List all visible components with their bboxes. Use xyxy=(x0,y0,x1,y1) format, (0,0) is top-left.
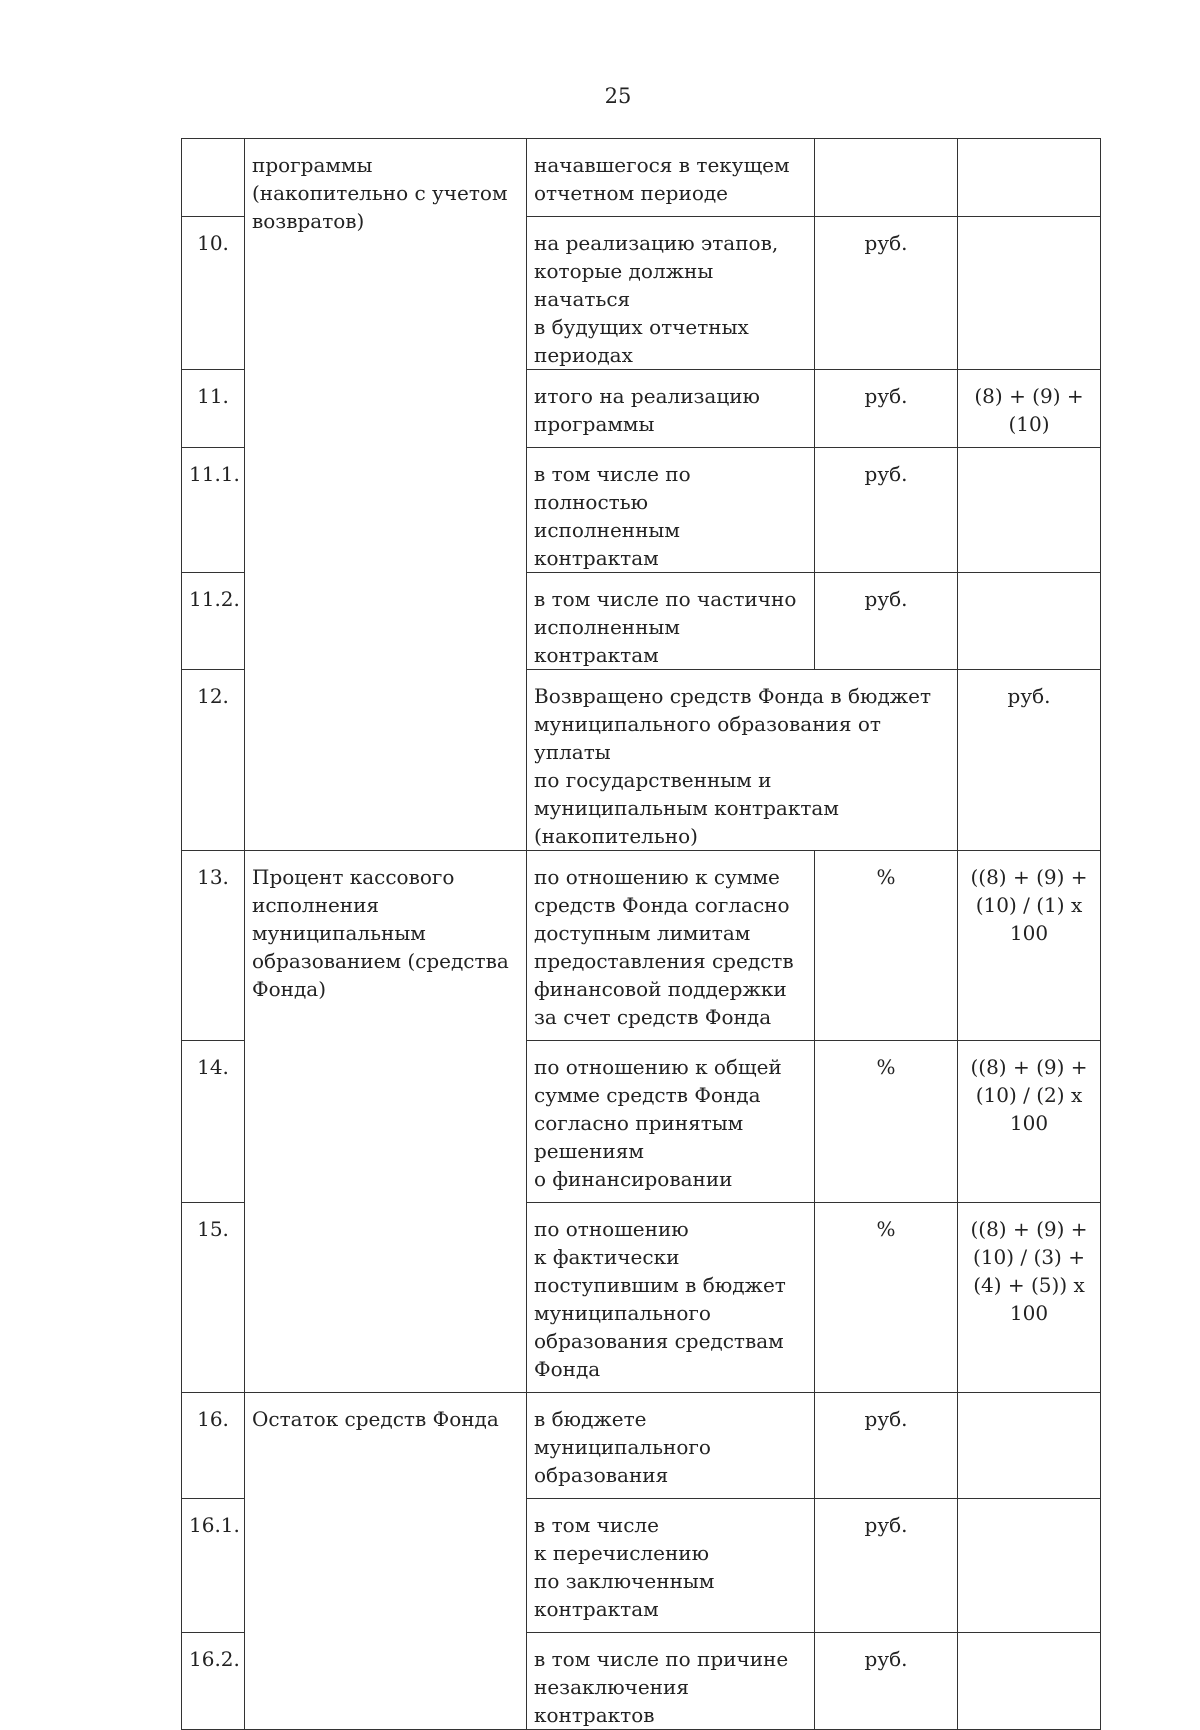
row-formula xyxy=(958,573,1101,670)
row-formula xyxy=(958,1633,1101,1730)
row-description: по отношению к фактически поступившим в бюджет муниципального образования средствам Фонда xyxy=(527,1203,815,1393)
row-number: 16.1. xyxy=(182,1499,245,1633)
row-formula xyxy=(958,139,1101,217)
row-number: 11.2. xyxy=(182,573,245,670)
row-unit: % xyxy=(815,1041,958,1203)
row-number: 11.1. xyxy=(182,448,245,573)
row-unit: руб. xyxy=(958,670,1101,851)
row-unit: руб. xyxy=(815,370,958,448)
row-unit xyxy=(815,139,958,217)
row-formula: ((8) + (9) + (10) / (2) x 100 xyxy=(958,1041,1101,1203)
row-unit: руб. xyxy=(815,1393,958,1499)
group-label-program: программы (накопительно с учетом возвратов) xyxy=(245,139,527,851)
row-unit: % xyxy=(815,851,958,1041)
row-formula xyxy=(958,1499,1101,1633)
row-formula: ((8) + (9) + (10) / (3) + (4) + (5)) x 100 xyxy=(958,1203,1101,1393)
row-description: в том числе к перечислению по заключенным контрактам xyxy=(527,1499,815,1633)
row-unit: руб. xyxy=(815,217,958,370)
row-description: итого на реализацию программы xyxy=(527,370,815,448)
row-description: по отношению к сумме средств Фонда согласно доступным лимитам предоставления средств финансовой поддержки за счет средств Фонда xyxy=(527,851,815,1041)
row-formula: ((8) + (9) + (10) / (1) x 100 xyxy=(958,851,1101,1041)
row-unit: руб. xyxy=(815,573,958,670)
page-number: 25 xyxy=(604,84,632,108)
row-number: 10. xyxy=(182,217,245,370)
group-label-fund-balance: Остаток средств Фонда xyxy=(245,1393,527,1730)
row-number xyxy=(182,139,245,217)
row-number: 11. xyxy=(182,370,245,448)
row-description: в том числе по полностью исполненным контрактам xyxy=(527,448,815,573)
table-row-13 xyxy=(182,851,1101,1041)
group-label-cash-execution: Процент кассового исполнения муниципальным образованием (средства Фонда) xyxy=(245,851,527,1393)
row-formula xyxy=(958,217,1101,370)
table-row-16 xyxy=(182,1393,1101,1499)
row-number: 14. xyxy=(182,1041,245,1203)
row-number: 12. xyxy=(182,670,245,851)
row-number: 16. xyxy=(182,1393,245,1499)
report-table xyxy=(181,138,1101,1730)
row-unit: руб. xyxy=(815,1633,958,1730)
row-number: 13. xyxy=(182,851,245,1041)
row-unit: % xyxy=(815,1203,958,1393)
row-number: 15. xyxy=(182,1203,245,1393)
row-description: по отношению к общей сумме средств Фонда согласно принятым решениям о финансировании xyxy=(527,1041,815,1203)
row-unit: руб. xyxy=(815,448,958,573)
row-formula: (8) + (9) + (10) xyxy=(958,370,1101,448)
row-description: начавшегося в текущем отчетном периоде xyxy=(527,139,815,217)
row-description: на реализацию этапов, которые должны начаться в будущих отчетных периодах xyxy=(527,217,815,370)
table-row-continuation xyxy=(182,139,1101,217)
row-description: в том числе по частично исполненным контрактам xyxy=(527,573,815,670)
row-formula xyxy=(958,448,1101,573)
row-description: в бюджете муниципального образования xyxy=(527,1393,815,1499)
row-description: в том числе по причине незаключения контрактов xyxy=(527,1633,815,1730)
row-description: Возвращено средств Фонда в бюджет муниципального образования от уплаты по государственным и муниципальным контрактам (накопительно) xyxy=(527,670,958,851)
row-number: 16.2. xyxy=(182,1633,245,1730)
row-unit: руб. xyxy=(815,1499,958,1633)
row-formula xyxy=(958,1393,1101,1499)
